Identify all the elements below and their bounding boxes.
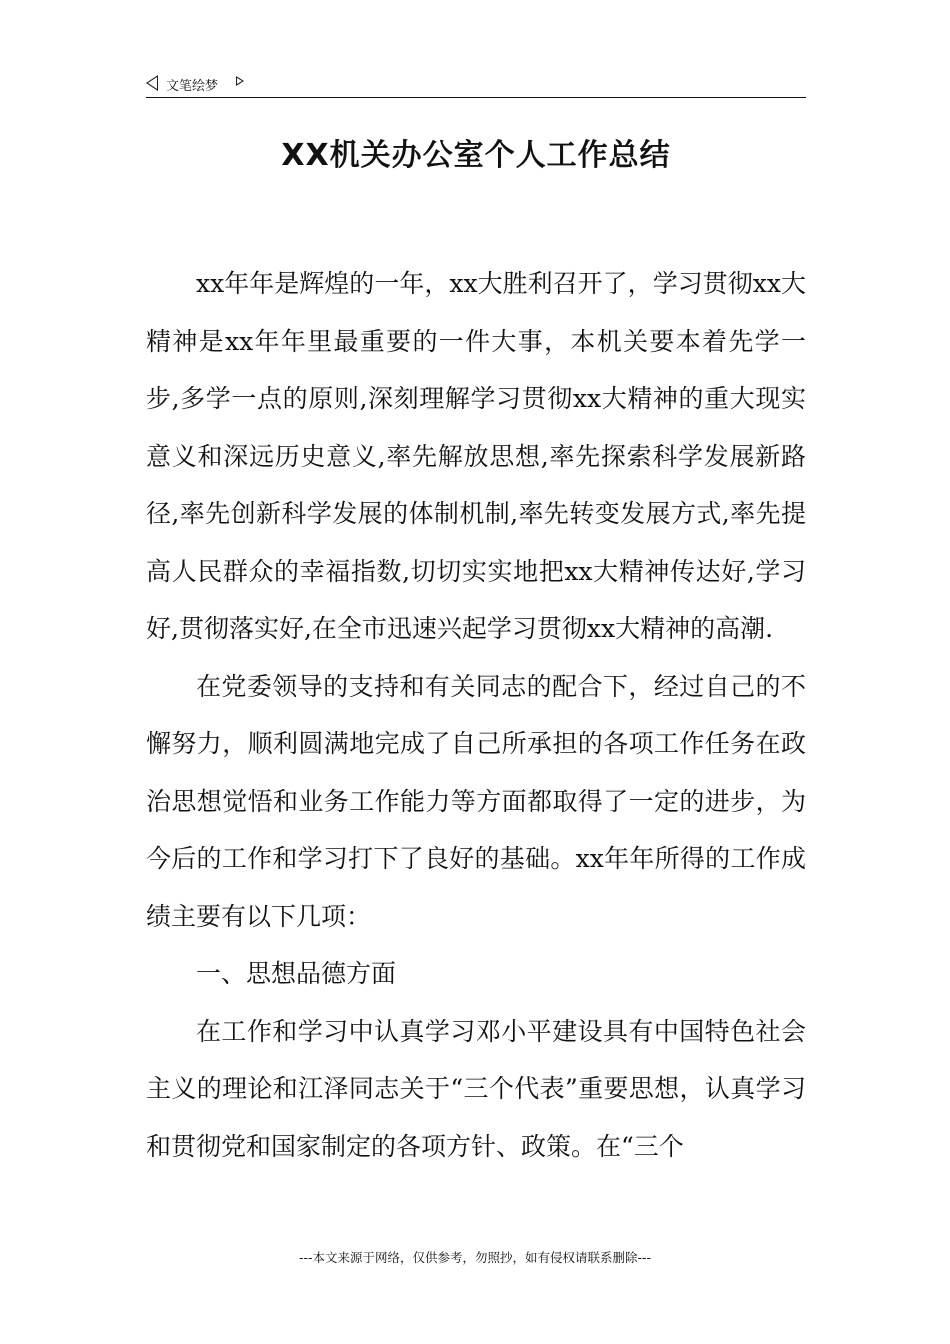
paragraph: 在工作和学习中认真学习邓小平建设具有中国特色社会主义的理论和江泽同志关于“三个代表”重要思想，认真学习和贯彻党和国家制定的各项方针、政策。在“三个 (146, 1016, 806, 1161)
paragraph: xx年年是辉煌的一年，xx大胜利召开了，学习贯彻xx大精神是xx年年里最重要的一件大事，本机关要本着先学一步,多学一点的原则,深刻理解学习贯彻xx大精神的重大现实意义和深远历史意义,率先解放思想,率先探索科学发展新路径,率先创新科学发展的体制机制,率先转变发展方式,率先提高人民群众的幸福指数,切切实实地把xx大精神传达好,学习好,贯彻落实好,在全市迅速兴起学习贯彻xx大精神的高潮. (146, 269, 806, 643)
document-title: XX机关办公室个人工作总结 (281, 138, 671, 173)
brand-label: 文笔绘梦 (166, 79, 219, 94)
triangle-left-icon (146, 75, 158, 91)
section-heading: 一、思想品德方面 (196, 959, 397, 988)
header-divider (146, 97, 806, 98)
document-body (146, 255, 806, 1175)
page-header (146, 72, 806, 96)
triangle-right-icon (236, 76, 244, 86)
paragraph: 在党委领导的支持和有关同志的配合下，经过自己的不懈努力，顺利圆满地完成了自己所承担的各项工作任务在政治思想觉悟和业务工作能力等方面都取得了一定的进步，为今后的工作和学习打下了良好的基础。xx年年所得的工作成绩主要有以下几项： (146, 671, 806, 931)
footer-disclaimer: ---本文来源于网络，仅供参考，勿照抄，如有侵权请联系删除--- (298, 1250, 652, 1265)
